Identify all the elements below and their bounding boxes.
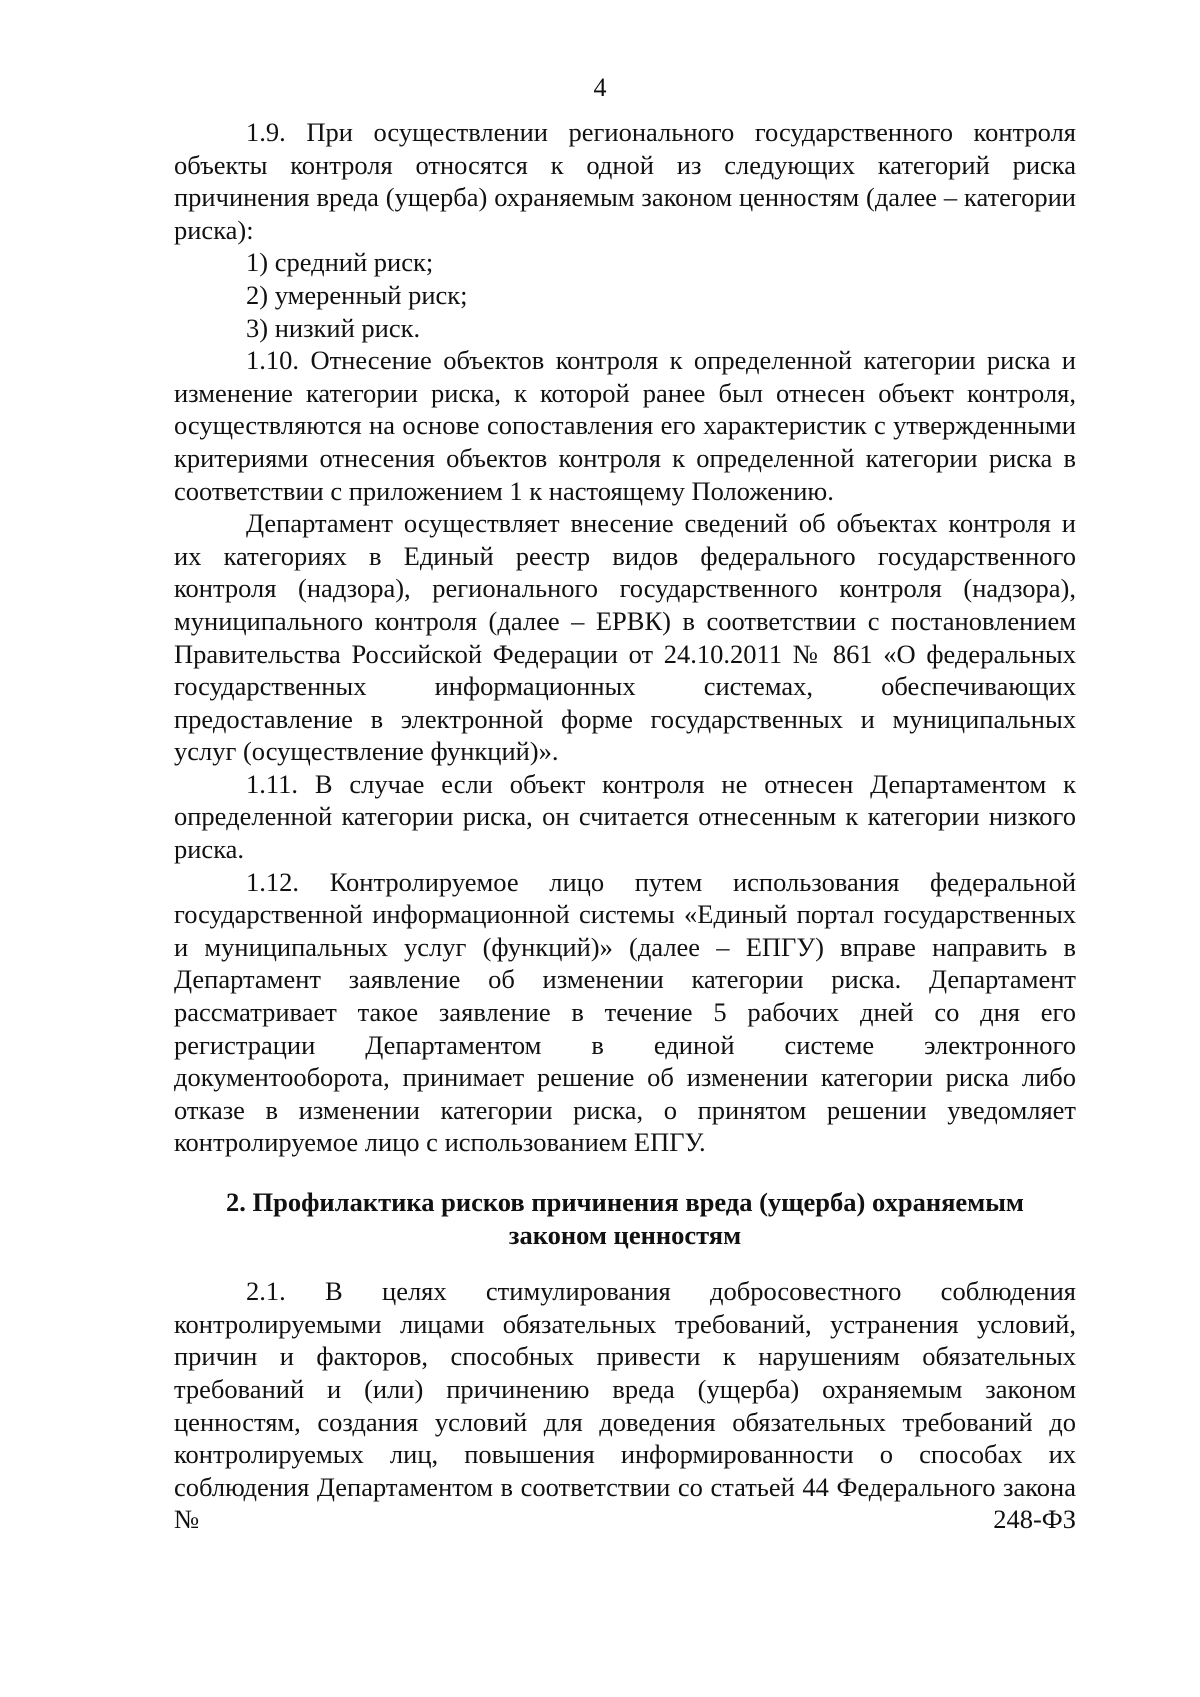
paragraph-1-11: 1.11. В случае если объект контроля не отнесен Департаментом к определенной категории риска, он считается отнесенным к категории низкого риска. xyxy=(174,768,1076,865)
paragraph-1-9: 1.9. При осуществлении регионального государственного контроля объекты контроля относятся к одной из следующих категорий риска причинения вреда (ущерба) охраняемым законом ценностям (далее – категории риска): xyxy=(174,117,1076,245)
list-item: 2) умеренный риск; xyxy=(246,279,468,310)
document-body xyxy=(174,116,1076,1536)
paragraph-department: Департамент осуществляет внесение сведений об объектах контроля и их категориях в Единый реестр видов федерального государственного контроля (надзора), регионального государственного контроля (надзора), муниципального контроля (далее – ЕРВК) в соответствии с постановлением Правительства Российской Федерации от 24.10.2011 № 861 «О федеральных государственных информационных системах, обеспечивающих предоставление в электронной форме государственных и муниципальных услуг (осуществление функций)». xyxy=(174,508,1076,767)
section-2-heading: 2. Профилактика рисков причинения вреда (ущерба) охраняемым законом ценностям xyxy=(226,1187,1024,1250)
paragraph-2-1: 2.1. В целях стимулирования добросовестного соблюдения контролируемыми лицами обязательных требований, устранения условий, причин и факторов, способных привести к нарушениям обязательных требований и (или) причинению вреда (ущерба) охраняемым законом ценностям, создания условий для доведения обязательных требований до контролируемых лиц, повышения информированности о способах их соблюдения Департаментом в соответствии со статьей 44 Федерального закона № 248-ФЗ xyxy=(174,1276,1076,1535)
paragraph-1-12: 1.12. Контролируемое лицо путем использования федеральной государственной информационной системы «Единый портал государственных и муниципальных услуг (функций)» (далее – ЕПГУ) вправе направить в Департамент заявление об изменении категории риска. Департамент рассматривает такое заявление в течение 5 рабочих дней со дня его регистрации Департаментом в единой системе электронного документооборота, принимает решение об изменении категории риска либо отказе в изменении категории риска, о принятом решении уведомляет контролируемое лицо с использованием ЕПГУ. xyxy=(174,866,1076,1158)
list-item: 1) средний риск; xyxy=(246,247,434,278)
list-item: 3) низкий риск. xyxy=(246,312,421,343)
paragraph-1-10: 1.10. Отнесение объектов контроля к определенной категории риска и изменение категории риска, к которой ранее был отнесен объект контроля, осуществляются на основе сопоставления его характеристик с утвержденными критериями отнесения объектов контроля к определенной категории риска в соответствии с приложением 1 к настоящему Положению. xyxy=(174,345,1076,506)
page-number: 4 xyxy=(593,73,607,102)
